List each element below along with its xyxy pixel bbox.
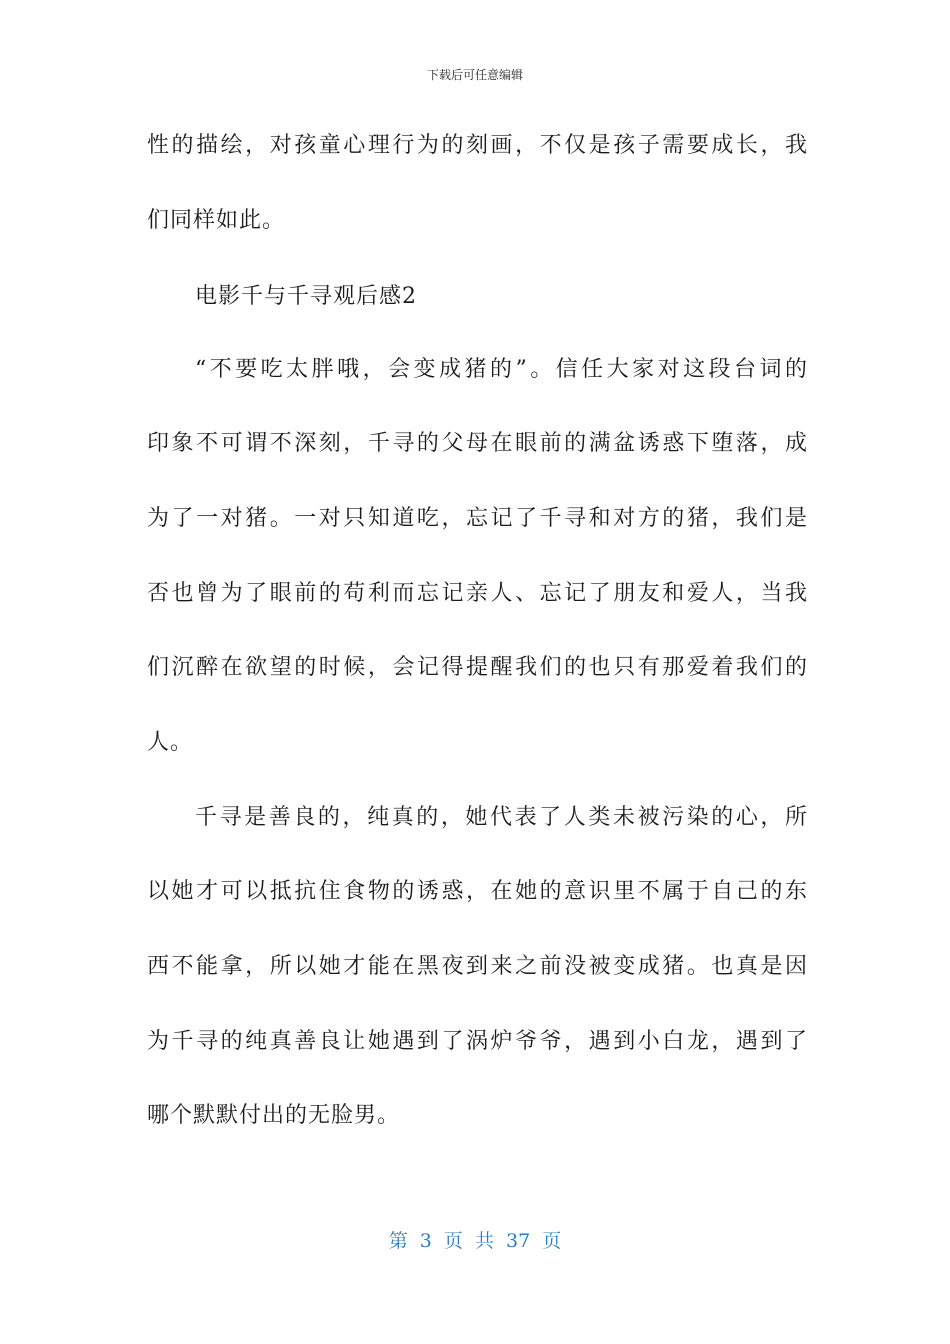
section-heading: 电影千与千寻观后感2: [195, 284, 417, 309]
text-line: 性的描绘，对孩童心理行为的刻画，不仅是孩子需要成长，我: [147, 133, 807, 158]
text-line: 们同样如此。: [147, 208, 286, 233]
text-line: 否也曾为了眼前的苟利而忘记亲人、忘记了朋友和爱人，当我: [147, 581, 807, 606]
text-line: 人。: [147, 730, 194, 755]
text-line: 以她才可以抵抗住食物的诱惑，在她的意识里不属于自己的东: [147, 879, 807, 904]
text-line: 为千寻的纯真善良让她遇到了涡炉爷爷，遇到小白龙，遇到了: [147, 1029, 807, 1054]
text-line: 西不能拿，所以她才能在黑夜到来之前没被变成猪。也真是因: [147, 954, 807, 979]
text-line: 为了一对猪。一对只知道吃，忘记了千寻和对方的猪，我们是: [147, 506, 807, 531]
text-line: 印象不可谓不深刻，千寻的父母在眼前的满盆诱惑下堕落，成: [147, 431, 807, 456]
page-number-footer: 第 3 页 共 37 页: [388, 1230, 562, 1252]
text-line: 们沉醉在欲望的时候，会记得提醒我们的也只有那爱着我们的: [147, 655, 807, 680]
text-line: “不要吃太胖哦，会变成猪的”。信任大家对这段台词的: [195, 357, 807, 382]
header-note: 下载后可任意编辑: [426, 68, 523, 82]
text-line: 千寻是善良的，纯真的，她代表了人类未被污染的心，所: [195, 805, 807, 830]
text-line: 哪个默默付出的无脸男。: [147, 1103, 401, 1128]
